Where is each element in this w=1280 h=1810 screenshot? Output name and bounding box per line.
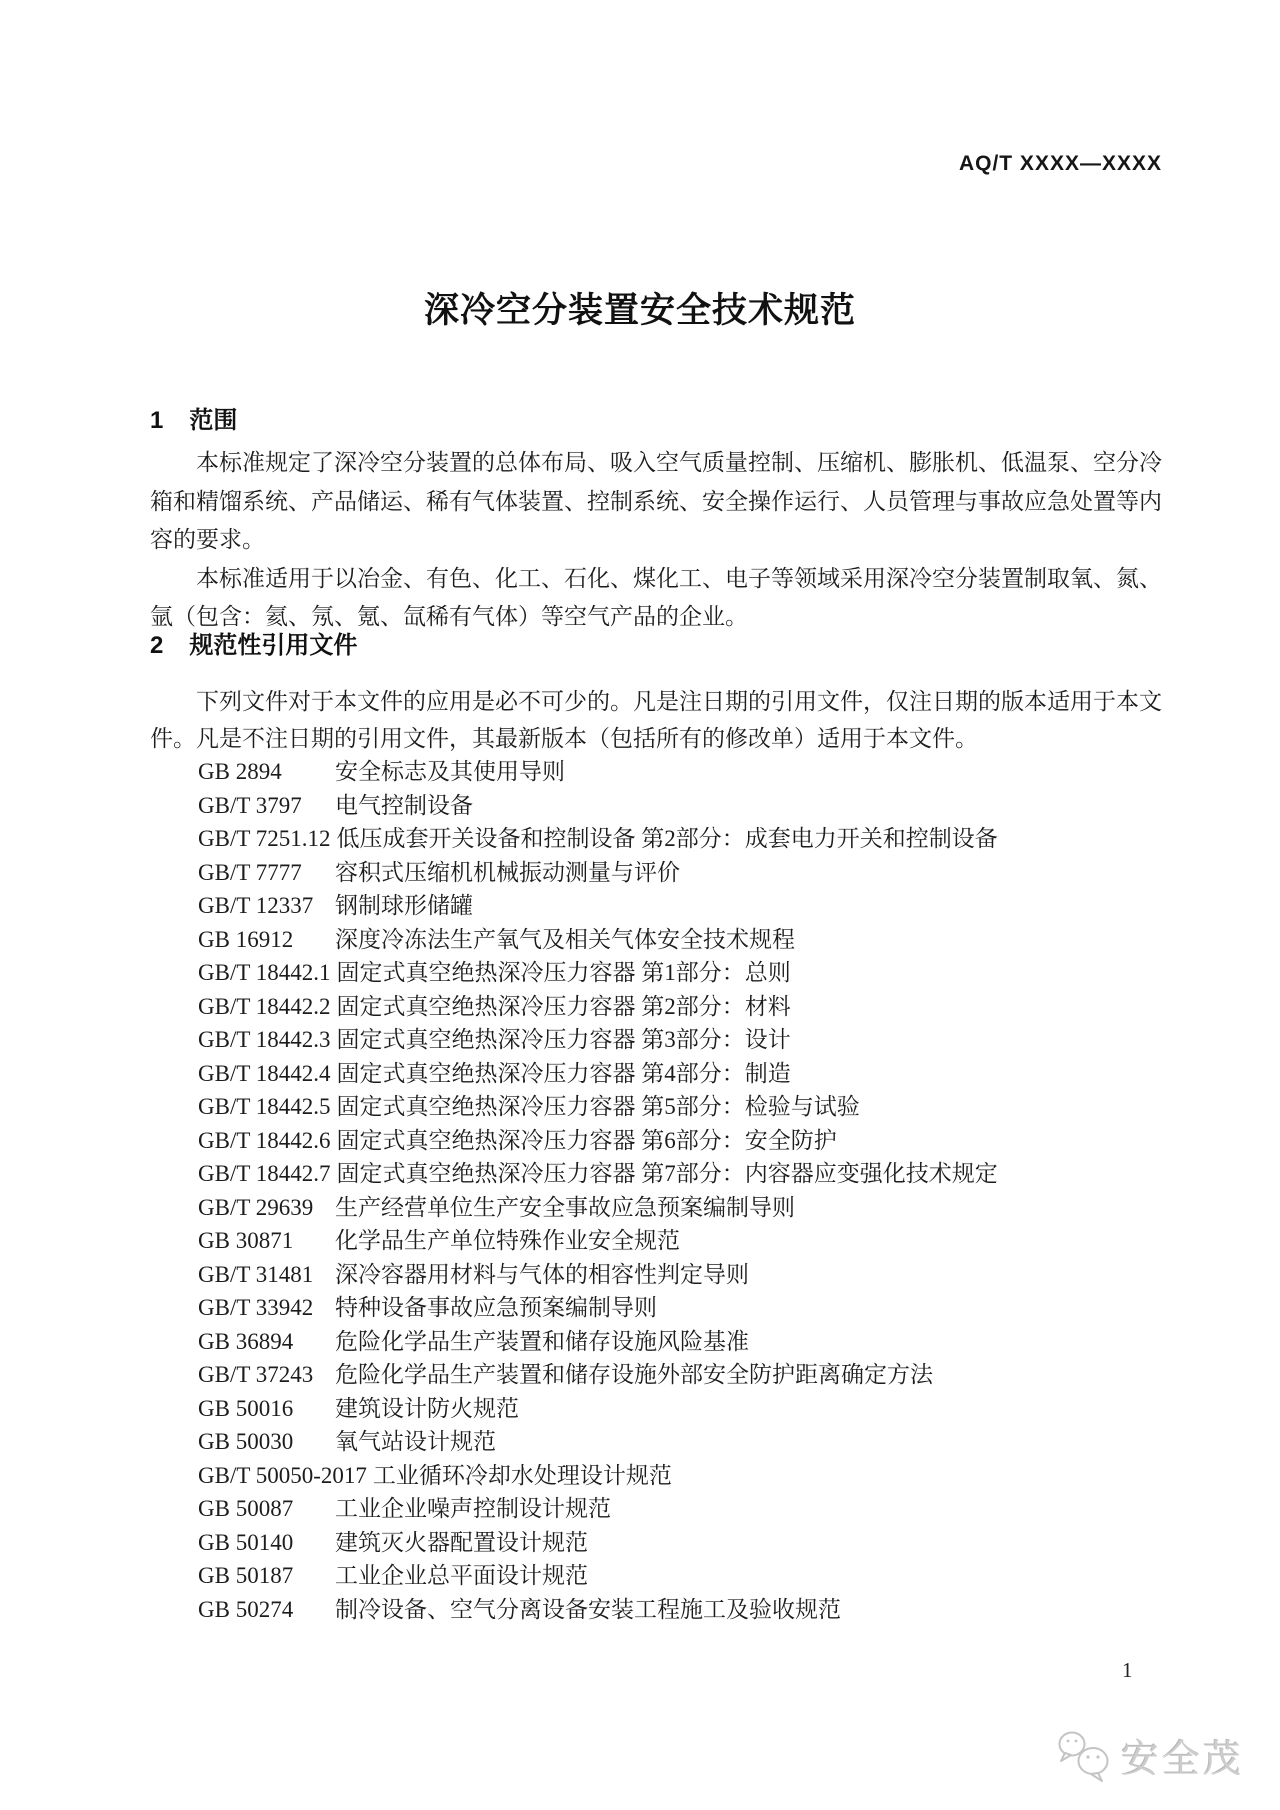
section-number: 1 xyxy=(150,407,164,434)
reference-item xyxy=(150,1559,1200,1593)
reference-item xyxy=(150,822,1200,856)
reference-title: 化学品生产单位特殊作业安全规范 xyxy=(335,1228,680,1253)
reference-item xyxy=(150,1291,1200,1325)
reference-code: GB/T 7251.12 xyxy=(198,826,331,851)
reference-title: 危险化学品生产装置和储存设施外部安全防护距离确定方法 xyxy=(335,1362,933,1387)
section-number: 2 xyxy=(150,632,164,659)
reference-title: 固定式真空绝热深冷压力容器 第6部分：安全防护 xyxy=(336,1127,837,1153)
reference-item xyxy=(150,1425,1200,1459)
reference-code: GB/T 18442.6 xyxy=(198,1127,331,1153)
reference-code: GB/T 18442.5 xyxy=(198,1094,331,1119)
reference-item xyxy=(150,1191,1200,1225)
reference-title: 危险化学品生产装置和储存设施风险基准 xyxy=(335,1328,749,1354)
reference-title: 固定式真空绝热深冷压力容器 第3部分：设计 xyxy=(336,1027,791,1052)
reference-title: 特种设备事故应急预案编制导则 xyxy=(335,1295,657,1320)
paragraph: 本标准适用于以冶金、有色、化工、石化、煤化工、电子等领域采用深冷空分装置制取氧、氮、氩（包含：氦、氖、氪、氙稀有气体）等空气产品的企业。 xyxy=(150,565,1162,629)
reference-title: 建筑灭火器配置设计规范 xyxy=(335,1529,588,1555)
reference-title: 深冷容器用材料与气体的相容性判定导则 xyxy=(335,1261,749,1287)
reference-title: 建筑设计防火规范 xyxy=(335,1395,519,1421)
reference-code: GB 16912 xyxy=(198,926,294,952)
reference-code: GB/T 18442.1 xyxy=(198,960,331,985)
document-title: 深冷空分装置安全技术规范 xyxy=(423,291,856,330)
reference-list xyxy=(150,755,1200,1626)
reference-code: GB/T 18442.3 xyxy=(198,1027,331,1052)
reference-code: GB/T 12337 xyxy=(198,893,314,918)
section-title: 规范性引用文件 xyxy=(189,632,358,659)
reference-item xyxy=(150,990,1200,1024)
scope-paragraphs xyxy=(150,444,1162,637)
reference-item xyxy=(150,1492,1200,1526)
reference-code: GB 50274 xyxy=(198,1596,294,1622)
reference-item xyxy=(150,755,1200,789)
reference-title: 生产经营单位生产安全事故应急预案编制导则 xyxy=(335,1194,795,1220)
reference-title: 工业企业总平面设计规范 xyxy=(335,1563,588,1588)
reference-title: 固定式真空绝热深冷压力容器 第7部分：内容器应变强化技术规定 xyxy=(336,1161,998,1186)
reference-title: 制冷设备、空气分离设备安装工程施工及验收规范 xyxy=(335,1596,841,1622)
reference-code: GB 36894 xyxy=(198,1328,294,1354)
watermark xyxy=(1055,1728,1244,1783)
reference-item xyxy=(150,889,1200,923)
reference-code: GB 2894 xyxy=(198,759,282,784)
watermark-text: 安全茂 xyxy=(1120,1739,1244,1781)
reference-title: 固定式真空绝热深冷压力容器 第4部分：制造 xyxy=(336,1060,791,1086)
reference-item xyxy=(150,1224,1200,1258)
reference-title: 工业企业噪声控制设计规范 xyxy=(335,1496,611,1521)
reference-code: GB 30871 xyxy=(198,1228,294,1253)
reference-item xyxy=(150,1124,1200,1158)
reference-item xyxy=(150,956,1200,990)
reference-title: 低压成套开关设备和控制设备 第2部分：成套电力开关和控制设备 xyxy=(336,826,998,851)
reference-item xyxy=(150,1459,1200,1493)
reference-code: GB 50016 xyxy=(198,1395,294,1421)
standard-code-header: AQ/T XXXX—XXXX xyxy=(958,152,1162,175)
reference-title: 固定式真空绝热深冷压力容器 第5部分：检验与试验 xyxy=(336,1094,860,1119)
paragraph: 下列文件对于本文件的应用是必不可少的。凡是注日期的引用文件，仅注日期的版本适用于本文件。凡是不注日期的引用文件，其最新版本（包括所有的修改单）适用于本文件。 xyxy=(150,689,1162,751)
reference-title: 容积式压缩机机械振动测量与评价 xyxy=(335,859,680,885)
reference-item xyxy=(150,1057,1200,1091)
reference-code: GB/T 7777 xyxy=(198,859,302,885)
reference-item xyxy=(150,1157,1200,1191)
reference-code: GB 50030 xyxy=(198,1429,294,1454)
reference-code: GB/T 29639 xyxy=(198,1194,314,1220)
page-number: 1 xyxy=(1122,1658,1133,1682)
reference-code: GB/T 18442.4 xyxy=(198,1060,331,1086)
reference-item xyxy=(150,1023,1200,1057)
section-heading-scope xyxy=(150,400,1162,435)
reference-item xyxy=(150,923,1200,957)
reference-item xyxy=(150,789,1200,823)
paragraph: 本标准规定了深冷空分装置的总体布局、吸入空气质量控制、压缩机、膨胀机、低温泵、空分冷箱和精馏系统、产品储运、稀有气体装置、控制系统、安全操作运行、人员管理与事故应急处置等内容的要求。 xyxy=(150,450,1162,552)
reference-item xyxy=(150,1090,1200,1124)
reference-code: GB 50087 xyxy=(198,1496,294,1521)
reference-code: GB/T 37243 xyxy=(198,1362,314,1387)
reference-title: 固定式真空绝热深冷压力容器 第1部分：总则 xyxy=(336,960,791,985)
reference-item xyxy=(150,1358,1200,1392)
reference-item xyxy=(150,1392,1200,1426)
reference-code: GB/T 50050-2017 xyxy=(198,1462,367,1488)
reference-title: 安全标志及其使用导则 xyxy=(335,759,565,784)
section-title: 范围 xyxy=(189,407,238,434)
reference-title: 电气控制设备 xyxy=(335,792,473,818)
normative-references-intro xyxy=(150,683,1162,757)
reference-item xyxy=(150,1258,1200,1292)
reference-item xyxy=(150,1593,1200,1627)
reference-item xyxy=(150,856,1200,890)
reference-item xyxy=(150,1325,1200,1359)
reference-title: 固定式真空绝热深冷压力容器 第2部分：材料 xyxy=(336,993,791,1019)
reference-code: GB/T 18442.7 xyxy=(198,1161,331,1186)
reference-code: GB 50187 xyxy=(198,1563,294,1588)
wechat-logo-icon xyxy=(1055,1730,1113,1782)
reference-title: 深度冷冻法生产氧气及相关气体安全技术规程 xyxy=(335,926,795,952)
reference-title: 工业循环冷却水处理设计规范 xyxy=(372,1462,672,1488)
reference-code: GB/T 18442.2 xyxy=(198,993,331,1019)
reference-code: GB/T 31481 xyxy=(198,1261,314,1287)
reference-code: GB 50140 xyxy=(198,1529,294,1555)
reference-code: GB/T 33942 xyxy=(198,1295,314,1320)
reference-item xyxy=(150,1526,1200,1560)
reference-title: 氧气站设计规范 xyxy=(335,1429,496,1454)
section-heading-normative-references xyxy=(150,625,1162,660)
reference-title: 钢制球形储罐 xyxy=(335,893,473,918)
reference-code: GB/T 3797 xyxy=(198,792,302,818)
